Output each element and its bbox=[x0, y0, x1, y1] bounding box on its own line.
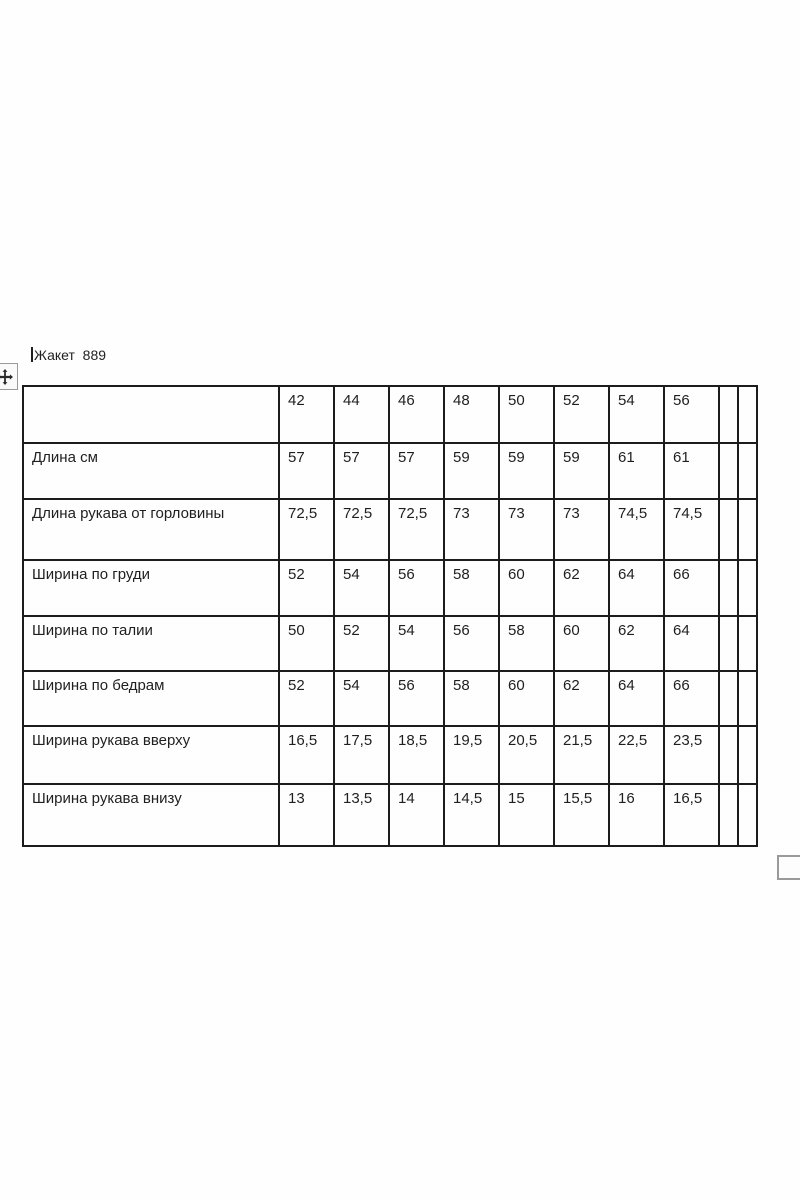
value-cell[interactable]: 15,5 bbox=[554, 784, 609, 846]
table-resize-handle[interactable] bbox=[777, 855, 800, 880]
value-cell[interactable]: 73 bbox=[444, 499, 499, 560]
value-cell[interactable]: 56 bbox=[389, 560, 444, 616]
value-cell[interactable]: 22,5 bbox=[609, 726, 664, 784]
value-cell[interactable]: 73 bbox=[499, 499, 554, 560]
size-header-cell[interactable]: 56 bbox=[664, 386, 719, 443]
size-header-cell[interactable]: 42 bbox=[279, 386, 334, 443]
empty-cell[interactable] bbox=[738, 726, 757, 784]
empty-cell[interactable] bbox=[719, 499, 738, 560]
value-cell[interactable]: 64 bbox=[609, 560, 664, 616]
empty-cell[interactable] bbox=[738, 443, 757, 499]
value-cell[interactable]: 59 bbox=[444, 443, 499, 499]
value-cell[interactable]: 74,5 bbox=[609, 499, 664, 560]
value-cell[interactable]: 52 bbox=[334, 616, 389, 671]
document-title: Жакет 889 bbox=[34, 347, 107, 363]
table-row bbox=[23, 443, 757, 499]
value-cell[interactable]: 61 bbox=[609, 443, 664, 499]
row-label-cell[interactable]: Ширина рукава внизу bbox=[23, 784, 279, 846]
size-header-cell[interactable]: 50 bbox=[499, 386, 554, 443]
value-cell[interactable]: 66 bbox=[664, 671, 719, 726]
value-cell[interactable]: 62 bbox=[554, 671, 609, 726]
size-header-cell[interactable]: 48 bbox=[444, 386, 499, 443]
four-way-arrow-icon bbox=[0, 369, 13, 385]
value-cell[interactable]: 14 bbox=[389, 784, 444, 846]
table-row bbox=[23, 499, 757, 560]
value-cell[interactable]: 18,5 bbox=[389, 726, 444, 784]
value-cell[interactable]: 52 bbox=[279, 671, 334, 726]
table-row bbox=[23, 784, 757, 846]
value-cell[interactable]: 16,5 bbox=[279, 726, 334, 784]
size-header-cell[interactable]: 44 bbox=[334, 386, 389, 443]
value-cell[interactable]: 59 bbox=[499, 443, 554, 499]
value-cell[interactable]: 17,5 bbox=[334, 726, 389, 784]
value-cell[interactable]: 14,5 bbox=[444, 784, 499, 846]
value-cell[interactable]: 66 bbox=[664, 560, 719, 616]
value-cell[interactable]: 23,5 bbox=[664, 726, 719, 784]
value-cell[interactable]: 19,5 bbox=[444, 726, 499, 784]
size-header-cell[interactable]: 54 bbox=[609, 386, 664, 443]
empty-cell[interactable] bbox=[738, 386, 757, 443]
size-header-cell[interactable]: 52 bbox=[554, 386, 609, 443]
empty-cell[interactable] bbox=[738, 560, 757, 616]
table-row bbox=[23, 616, 757, 671]
value-cell[interactable]: 20,5 bbox=[499, 726, 554, 784]
value-cell[interactable]: 56 bbox=[444, 616, 499, 671]
value-cell[interactable]: 57 bbox=[334, 443, 389, 499]
empty-cell[interactable] bbox=[719, 671, 738, 726]
value-cell[interactable]: 58 bbox=[444, 560, 499, 616]
row-label-cell[interactable]: Ширина рукава вверху bbox=[23, 726, 279, 784]
value-cell[interactable]: 72,5 bbox=[389, 499, 444, 560]
empty-cell[interactable] bbox=[738, 671, 757, 726]
row-label-cell[interactable]: Ширина по талии bbox=[23, 616, 279, 671]
row-label-cell[interactable]: Длина рукава от горловины bbox=[23, 499, 279, 560]
value-cell[interactable]: 61 bbox=[664, 443, 719, 499]
table-row bbox=[23, 671, 757, 726]
value-cell[interactable]: 54 bbox=[334, 671, 389, 726]
document-title-line[interactable] bbox=[31, 346, 106, 364]
empty-cell[interactable] bbox=[719, 443, 738, 499]
size-table bbox=[22, 385, 758, 847]
empty-cell[interactable] bbox=[719, 560, 738, 616]
value-cell[interactable]: 50 bbox=[279, 616, 334, 671]
table-row-header bbox=[23, 386, 757, 443]
value-cell[interactable]: 72,5 bbox=[279, 499, 334, 560]
value-cell[interactable]: 16 bbox=[609, 784, 664, 846]
value-cell[interactable]: 62 bbox=[554, 560, 609, 616]
value-cell[interactable]: 58 bbox=[444, 671, 499, 726]
value-cell[interactable]: 59 bbox=[554, 443, 609, 499]
row-label-cell[interactable]: Ширина по груди bbox=[23, 560, 279, 616]
value-cell[interactable]: 15 bbox=[499, 784, 554, 846]
value-cell[interactable]: 52 bbox=[279, 560, 334, 616]
value-cell[interactable]: 56 bbox=[389, 671, 444, 726]
empty-cell[interactable] bbox=[738, 784, 757, 846]
empty-cell[interactable] bbox=[738, 499, 757, 560]
size-header-cell[interactable]: 46 bbox=[389, 386, 444, 443]
value-cell[interactable]: 16,5 bbox=[664, 784, 719, 846]
row-label-cell[interactable]: Ширина по бедрам bbox=[23, 671, 279, 726]
value-cell[interactable]: 21,5 bbox=[554, 726, 609, 784]
value-cell[interactable]: 64 bbox=[664, 616, 719, 671]
value-cell[interactable]: 64 bbox=[609, 671, 664, 726]
empty-cell[interactable] bbox=[719, 386, 738, 443]
table-row bbox=[23, 560, 757, 616]
value-cell[interactable]: 54 bbox=[334, 560, 389, 616]
empty-cell[interactable] bbox=[719, 784, 738, 846]
table-move-handle[interactable] bbox=[0, 363, 18, 390]
value-cell[interactable]: 13,5 bbox=[334, 784, 389, 846]
value-cell[interactable]: 60 bbox=[554, 616, 609, 671]
header-empty-cell[interactable] bbox=[23, 386, 279, 443]
value-cell[interactable]: 60 bbox=[499, 560, 554, 616]
text-cursor-icon bbox=[31, 347, 33, 362]
value-cell[interactable]: 13 bbox=[279, 784, 334, 846]
empty-cell[interactable] bbox=[719, 616, 738, 671]
value-cell[interactable]: 60 bbox=[499, 671, 554, 726]
value-cell[interactable]: 58 bbox=[499, 616, 554, 671]
value-cell[interactable]: 54 bbox=[389, 616, 444, 671]
value-cell[interactable]: 62 bbox=[609, 616, 664, 671]
empty-cell[interactable] bbox=[738, 616, 757, 671]
value-cell[interactable]: 74,5 bbox=[664, 499, 719, 560]
value-cell[interactable]: 72,5 bbox=[334, 499, 389, 560]
value-cell[interactable]: 73 bbox=[554, 499, 609, 560]
value-cell[interactable]: 57 bbox=[279, 443, 334, 499]
row-label-cell[interactable]: Длина см bbox=[23, 443, 279, 499]
table-row bbox=[23, 726, 757, 784]
empty-cell[interactable] bbox=[719, 726, 738, 784]
value-cell[interactable]: 57 bbox=[389, 443, 444, 499]
